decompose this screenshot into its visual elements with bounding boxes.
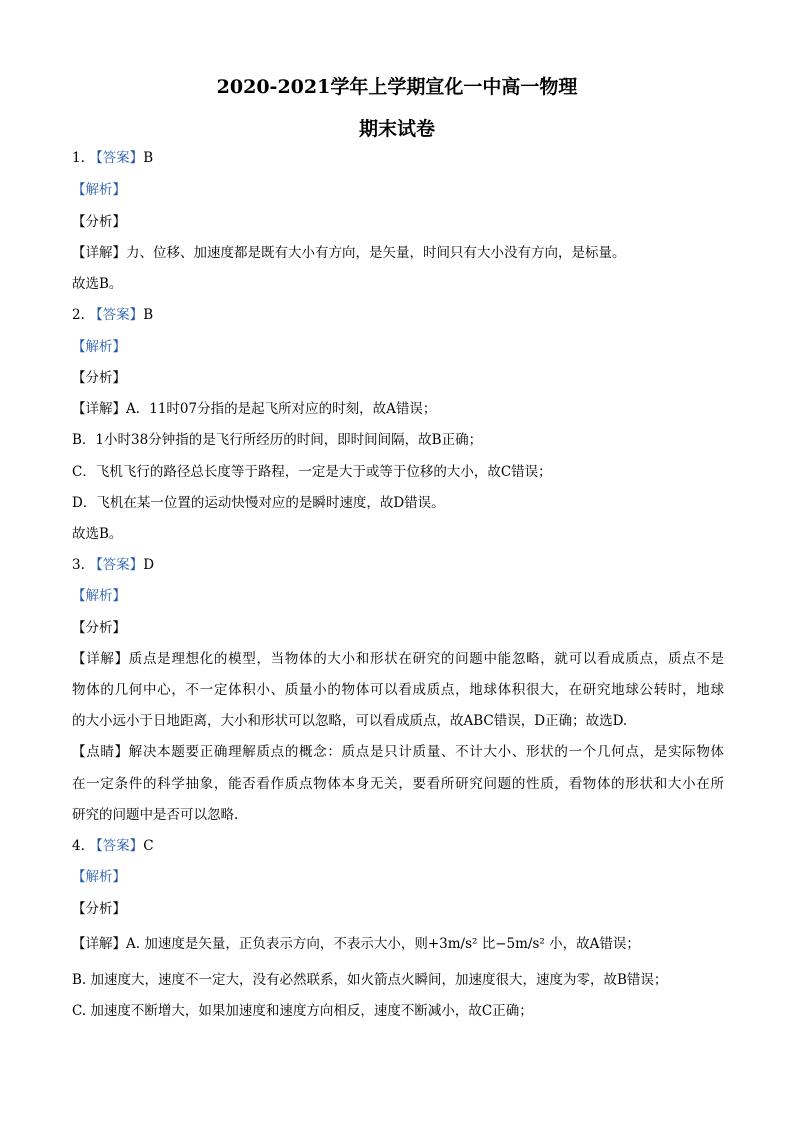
q1-detail-tag: 【详解】: [72, 245, 126, 261]
q2-answer-line: [72, 305, 724, 325]
q3-dianjing-text-3: 研究的问题中是否可以忽略.: [72, 807, 239, 823]
q3-fenxi-tag: 【分析】: [72, 620, 126, 636]
document-title: 2020-2021学年上学期宣化一中高一物理: [216, 76, 578, 98]
q3-detail-text-1: 质点是理想化的模型，当物体的大小和形状在研究的问题中能忽略，就可以看成质点，质点不是: [128, 651, 725, 667]
q1-answer-tag: 【答案】: [89, 150, 144, 166]
q3-dianjing-tag: 【点睛】: [72, 744, 129, 760]
q1-answer-line: [72, 148, 724, 168]
q2-choose: 故选B。: [72, 526, 123, 542]
q2-detail-c: C．飞机飞行的路径总长度等于路程，一定是大于或等于位移的大小，故C错误；: [72, 464, 552, 480]
q2-detail-a: A．11时07分指的是起飞所对应的时刻，故A错误；: [126, 401, 437, 417]
q4-detail-line-a: [72, 934, 724, 954]
q1-choose: 故选B。: [72, 276, 123, 292]
q3-answer-tag: 【答案】: [89, 557, 144, 573]
q3-detail-tag: 【详解】: [72, 651, 129, 667]
document-subtitle: 期末试卷: [358, 118, 435, 140]
q1-detail-line: [72, 243, 724, 263]
q4-detail-tag: 【详解】: [72, 936, 126, 952]
q1-fenxi-tag: 【分析】: [72, 214, 126, 230]
q1-detail-text: 力、位移、加速度都是既有大小有方向，是矢量，时间只有大小没有方向，是标量。: [126, 245, 626, 261]
q4-answer-line: [72, 836, 724, 856]
q3-analysis-tag: 【解析】: [72, 588, 126, 604]
q3-dianjing-text-2: 在一定条件的科学抽象，能否看作质点物体本身无关，要看所研究问题的性质，看物体的形状和大小在所: [72, 776, 724, 792]
q3-number: 3.: [72, 557, 85, 573]
q3-detail-text-3: 的大小远小于日地距离，大小和形状可以忽略，可以看成质点，故ABC错误，D正确；故选D.: [72, 713, 628, 729]
q2-detail-b: B．1小时38分钟指的是飞行所经历的时间，即时间间隔，故B正确；: [72, 432, 483, 448]
q1-analysis-tag: 【解析】: [72, 182, 126, 198]
q2-number: 2.: [72, 307, 85, 323]
q2-detail-line-a: [72, 399, 724, 419]
q1-number: 1.: [72, 150, 85, 166]
q4-fenxi-tag: 【分析】: [72, 901, 126, 917]
q3-detail-text-2: 物体的几何中心，不一定体积小、质量小的物体可以看成质点，地球体积很大，在研究地球公转时，地球: [72, 682, 724, 698]
q1-answer-value: B: [143, 150, 154, 166]
q4-detail-a: A. 加速度是矢量，正负表示方向，不表示大小，则+3m/s² 比−5m/s² 小，故A错误；: [126, 936, 640, 952]
q4-detail-b: B. 加速度大，速度不一定大，没有必然联系，如火箭点火瞬间，加速度很大，速度为零，故B错误；: [72, 972, 668, 988]
q2-answer-tag: 【答案】: [89, 307, 144, 323]
q3-dianjing-text-1: 解决本题要正确理解质点的概念：质点是只计质量、不计大小、形状的一个几何点，是实际物体: [128, 744, 725, 760]
q2-analysis-tag: 【解析】: [72, 339, 126, 355]
q2-detail-d: D．飞机在某一位置的运动快慢对应的是瞬时速度，故D错误。: [72, 495, 445, 511]
q3-answer-line: [72, 555, 724, 575]
q4-detail-c: C. 加速度不断增大，如果加速度和速度方向相反，速度不断减小，故C正确；: [72, 1003, 533, 1019]
q4-answer-value: C: [143, 838, 154, 854]
q4-analysis-tag: 【解析】: [72, 869, 126, 885]
q4-number: 4.: [72, 838, 85, 854]
q4-answer-tag: 【答案】: [89, 838, 144, 854]
q2-detail-tag: 【详解】: [72, 401, 126, 417]
q3-detail-line-1: [72, 649, 724, 669]
q3-answer-value: D: [143, 557, 155, 573]
q2-answer-value: B: [143, 307, 154, 323]
q3-dianjing-line-1: [72, 742, 724, 762]
q2-fenxi-tag: 【分析】: [72, 370, 126, 386]
